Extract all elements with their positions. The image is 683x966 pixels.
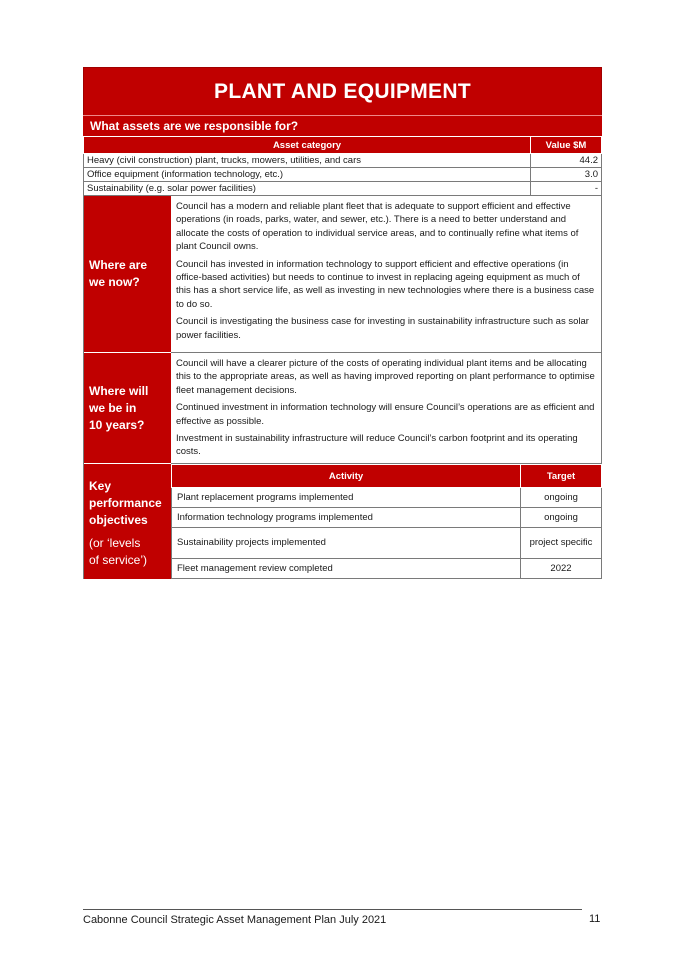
activity-cell: Fleet management review completed — [172, 559, 521, 579]
table-row — [84, 168, 602, 182]
where-now-label — [84, 196, 171, 353]
paragraph: Council has a modern and reliable plant fleet that is adequate to support efficient and effective operations (in roads, parks, water, and sewer, etc.). There is a need to better understand and allocate the costs of operation to individual service areas, and to continually refine what items of plant Council owns. — [176, 201, 579, 253]
kpi-table-header — [172, 465, 602, 488]
activity-cell: Sustainability projects implemented — [172, 528, 521, 559]
label-line: we be in — [89, 400, 137, 415]
paragraph: Continued investment in information technology will ensure Council’s operations are as efficient and effective as possible. — [176, 402, 595, 427]
label-line: performance — [89, 496, 162, 510]
column-header-value: Value $M — [531, 137, 602, 154]
asset-category-cell: Office equipment (information technology, etc.) — [84, 168, 531, 182]
where-now-content — [171, 196, 601, 353]
kpi-table — [171, 464, 602, 579]
table-row — [172, 559, 602, 579]
where-now-section — [83, 196, 602, 353]
paragraph: Investment in sustainability infrastructure will reduce Council’s carbon footprint and its operating costs. — [176, 433, 578, 458]
label-line: 10 years? — [89, 417, 145, 432]
column-header-target: Target — [521, 465, 602, 488]
label-subtext: of service’) — [89, 553, 148, 567]
label-line: Key — [89, 479, 112, 493]
where-10-years-label — [84, 353, 171, 464]
kpo-label — [84, 464, 171, 579]
where-10-years-content — [171, 353, 601, 464]
paragraph: Council is investigating the business case for investing in sustainability infrastructure such as solar power facilities. — [176, 316, 589, 341]
label-line: objectives — [89, 513, 148, 527]
footer-divider — [83, 909, 582, 910]
column-header-asset-category: Asset category — [84, 137, 531, 154]
table-row — [172, 508, 602, 528]
table-row — [84, 154, 602, 168]
asset-value-cell: 44.2 — [531, 154, 602, 168]
label-line: Where will — [89, 383, 149, 398]
target-cell: ongoing — [521, 488, 602, 508]
page-number: 11 — [589, 913, 601, 925]
asset-category-cell: Heavy (civil construction) plant, trucks, mowers, utilities, and cars — [84, 154, 531, 168]
table-row — [172, 528, 602, 559]
paragraph: Council will have a clearer picture of the costs of operating individual plant items and be allocating this to the appropriate areas, as well as having improved reporting on plant performance to optimise fleet management decisions. — [176, 358, 595, 396]
target-cell: 2022 — [521, 559, 602, 579]
kpo-section — [83, 464, 602, 579]
label-line: Where are — [89, 258, 148, 272]
target-cell: ongoing — [521, 508, 602, 528]
activity-cell: Information technology programs implemented — [172, 508, 521, 528]
paragraph: Council has invested in information technology to support efficient and effective operations (in office-based activities) but needs to continue to invest in replacing ageing equipment as much of this has a short service life, as well as investing in new technologies where there is a business case to do so. — [176, 258, 595, 310]
asset-category-cell: Sustainability (e.g. solar power facilities) — [84, 182, 531, 196]
asset-value-cell: 3.0 — [531, 168, 602, 182]
column-header-activity: Activity — [172, 465, 521, 488]
section-subtitle: What assets are we responsible for? — [83, 115, 602, 136]
table-row — [172, 488, 602, 508]
table-row — [84, 182, 602, 196]
activity-cell: Plant replacement programs implemented — [172, 488, 521, 508]
footer-text: Cabonne Council Strategic Asset Management Plan July 2021 — [83, 914, 387, 926]
where-10-years-section — [83, 353, 602, 464]
page-title: PLANT AND EQUIPMENT — [83, 67, 602, 115]
assets-table — [83, 136, 602, 196]
plant-equipment-card — [83, 67, 602, 579]
asset-value-cell: - — [531, 182, 602, 196]
target-cell: project specific — [521, 528, 602, 559]
label-subtext: (or ‘levels — [89, 536, 141, 550]
assets-table-header — [84, 137, 602, 154]
label-line: we now? — [89, 275, 140, 289]
